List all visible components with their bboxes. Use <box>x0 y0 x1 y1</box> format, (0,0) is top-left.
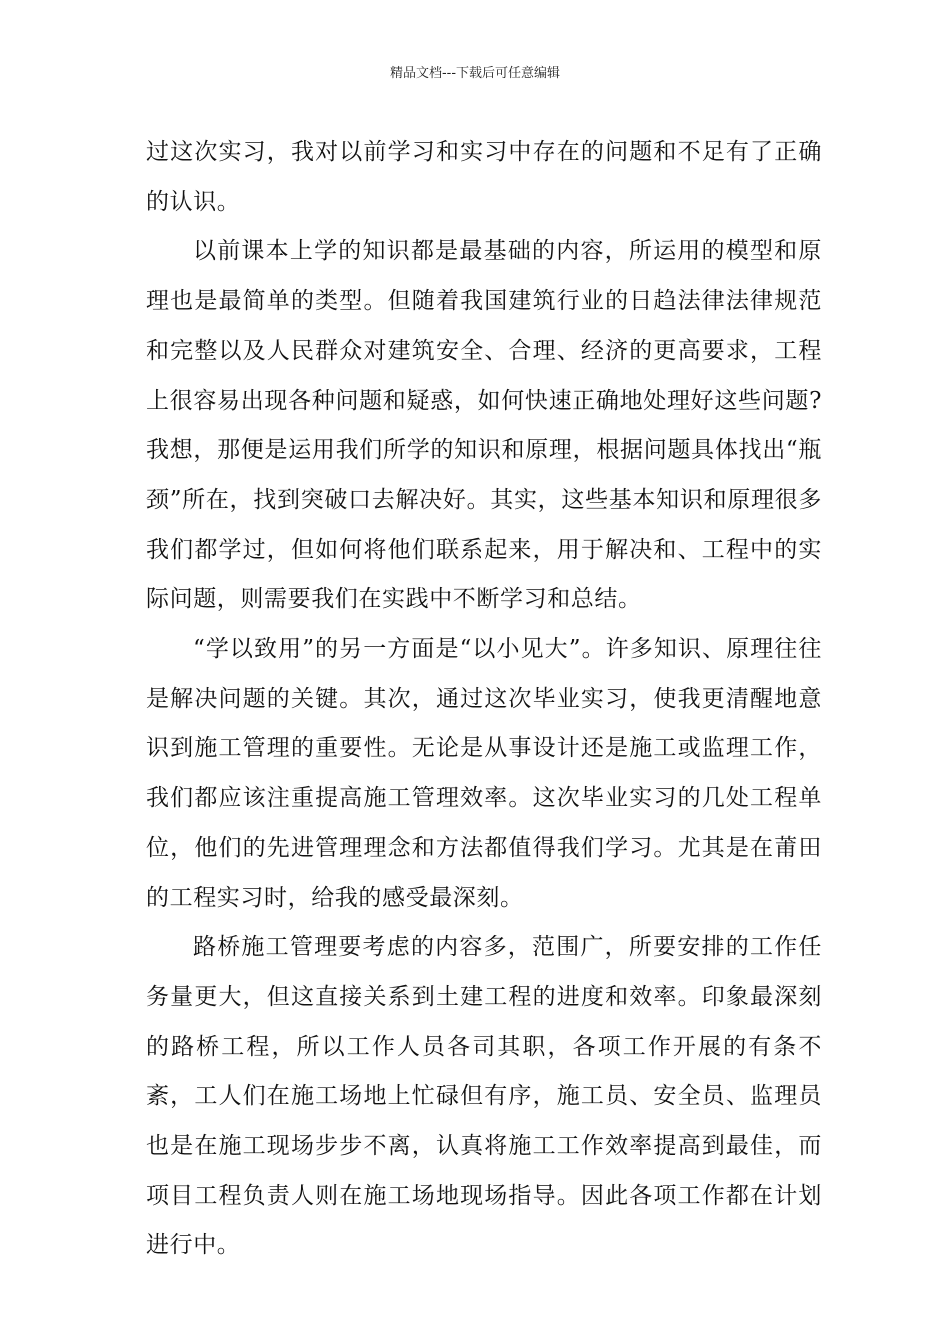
paragraph-2: 以前课本上学的知识都是最基础的内容，所运用的模型和原理也是最简单的类型。但随着我国建筑行业的日趋法律法律规范和完整以及人民群众对建筑安全、合理、经济的更高要求，工程上很容易出现各种问题和疑惑，如何快速正确地处理好这些问题?我想，那便是运用我们所学的知识和原理，根据问题具体找出“瓶颈”所在，找到突破口去解决好。其实，这些基本知识和原理很多我们都学过，但如何将他们联系起来，用于解决和、工程中的实际问题，则需要我们在实践中不断学习和总结。 <box>146 238 822 613</box>
paragraph-1: 过这次实习，我对以前学习和实习中存在的问题和不足有了正确的认识。 <box>146 139 822 215</box>
paragraph-4: 路桥施工管理要考虑的内容多，范围广，所要安排的工作任务量更大，但这直接关系到土建工程的进度和效率。印象最深刻的路桥工程，所以工作人员各司其职，各项工作开展的有条不紊，工人们在施工场地上忙碌但有序，施工员、安全员、监理员也是在施工现场步步不离，认真将施工工作效率提高到最佳，而项目工程负责人则在施工场地现场指导。因此各项工作都在计划进行中。 <box>146 934 822 1259</box>
paragraph-3: “学以致用”的另一方面是“以小见大”。许多知识、原理往往是解决问题的关键。其次，通过这次毕业实习，使我更清醒地意识到施工管理的重要性。无论是从事设计还是施工或监理工作，我们都应该注重提高施工管理效率。这次毕业实习的几处工程单位，他们的先进管理理念和方法都值得我们学习。尤其是在莆田的工程实习时，给我的感受最深刻。 <box>146 636 822 911</box>
page-header: 精品文档---下载后可任意编辑 <box>389 66 561 81</box>
document-body <box>146 128 822 1271</box>
